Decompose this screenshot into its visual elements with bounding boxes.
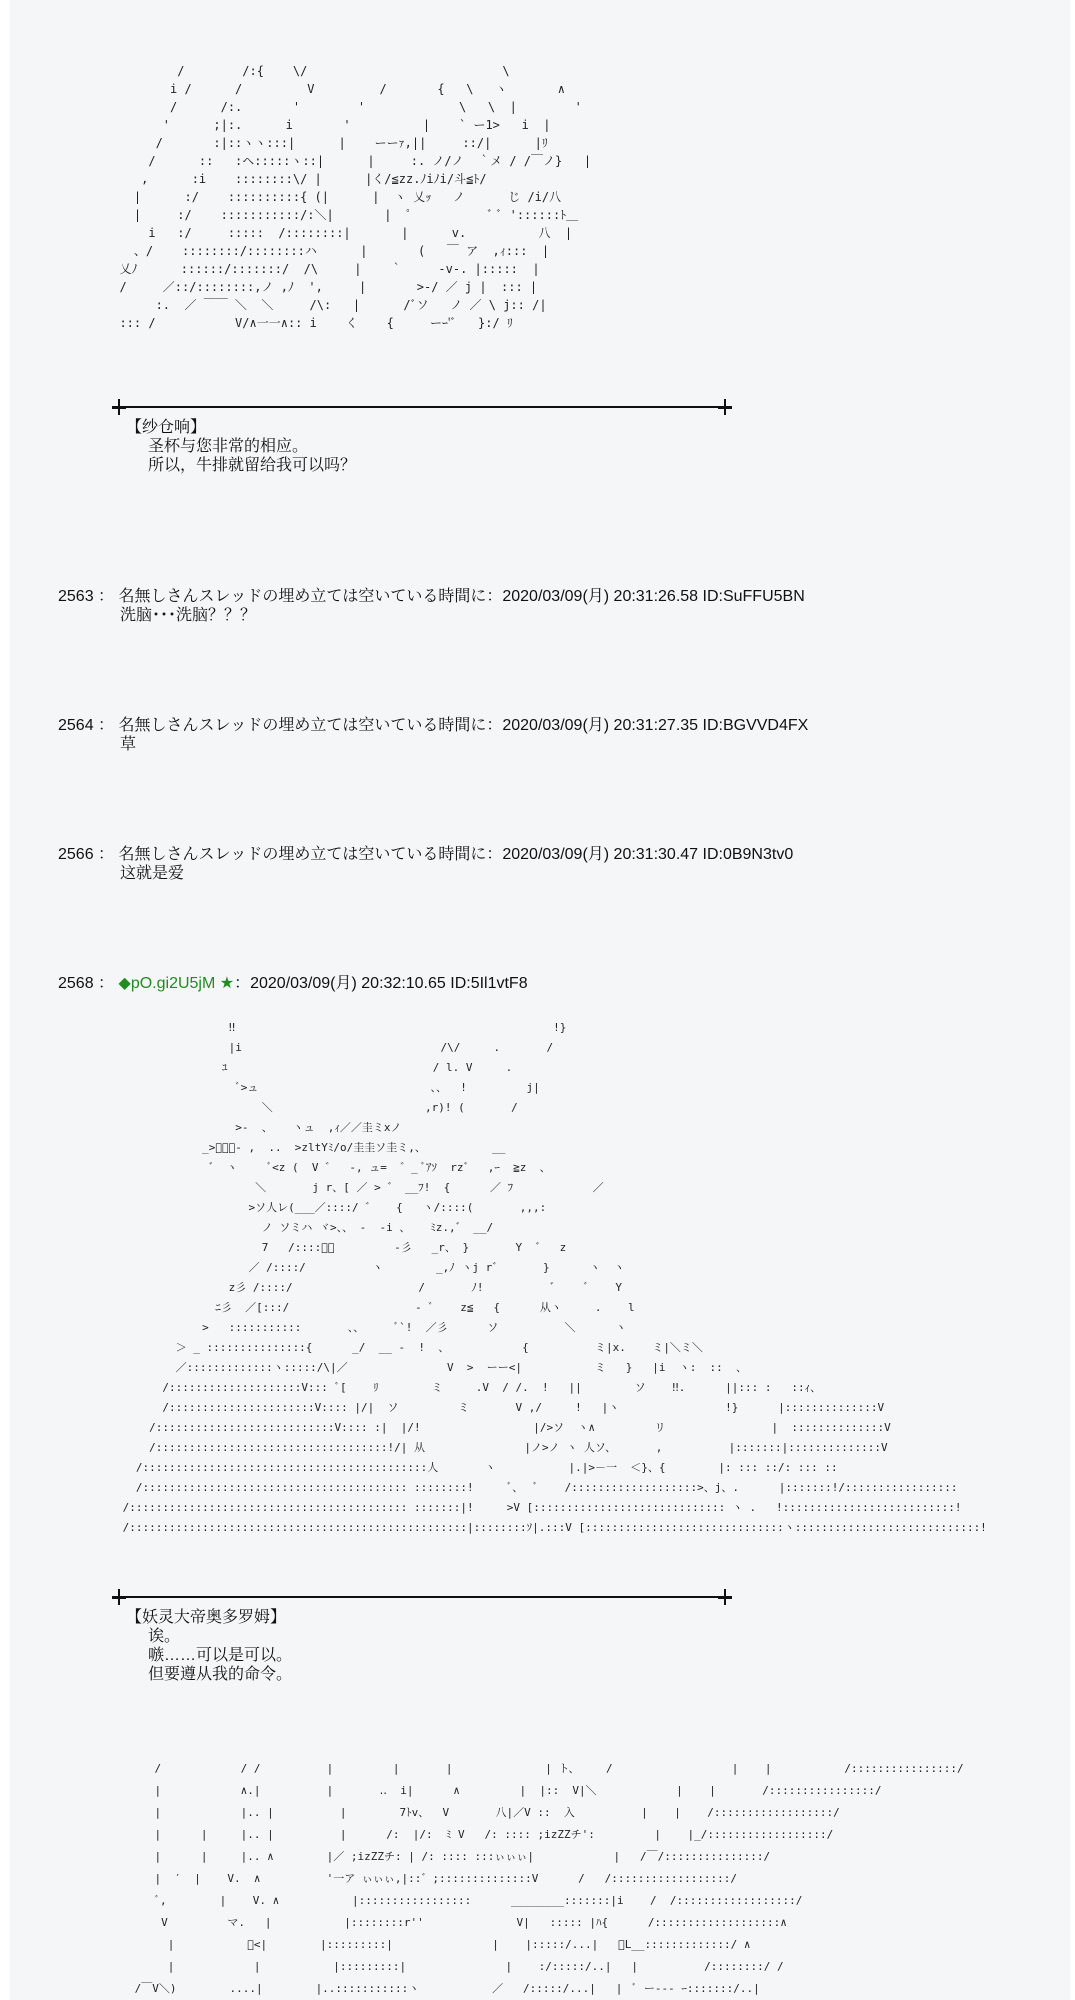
post-date: ：2020/03/09(月) 20:31:27.35 ID:BGVVD4FX <box>486 717 809 734</box>
post-body: 草 <box>120 736 137 753</box>
post-number[interactable]: 2568 <box>58 975 94 992</box>
speaker-name: 【纱仓响】 <box>126 419 207 436</box>
post-date: ：2020/03/09(月) 20:31:26.58 ID:SuFFU5BN <box>486 588 805 605</box>
ascii-art-1: / /:{ \/ \ i / / V / { \ ヽ ∧ / /:. ' ' \ \ | ' ' ;|:. i ' | ` ー1> i | / :|::ヽヽ:::| | ーーｧ,|| ::/| |ﾘ / :: :ヘ:::::ヽ::| | :. ノ/ノ ｀メ / /￣ノ} | , :i ::::::::\/ | |く/≦zz.ﾉiﾉi/斗≦ﾄ/ | :/ ::::::::::{ (| | ヽ 乂ｯ ノ じ /i/八 | :/ :::::::::::/:＼| | ﾟ ﾞ ﾞ '::::::ﾄ＿ i :/ ::::: /::::::::| | v. 八 | 、/ ::::::::/::::::::ハ | ( ￣ ア ,ｨ::: | 乂ﾉ ::::::/:::::::/ /\ | ｀ -v-. |::::: | / ／::/::::::::,ノ ,ﾉ ', | >-/ ／ j | ::: | :. ／ ￣￣ ＼ ＼ /\: | /ﾞソ ノ ／ \ j:: /| ::: / V/∧一一∧:: i く { ーｰ'ﾞ }:/ ﾘ <box>119 64 592 330</box>
post-separator: ： <box>98 975 115 992</box>
post-2564 <box>58 716 808 754</box>
post-author: 名無しさんスレッドの埋め立ては空いている時間に <box>118 846 487 863</box>
post-separator: ： <box>98 588 115 605</box>
post-body: 这就是爱 <box>120 865 185 882</box>
ascii-art-2: ‼ !} |i /\/ . / ﾕ / l. V . ﾞ>ュ 、、 ! j| ＼ ,r)! ( / >- 、 ヽュ ,ｨ／／圭ミxノ _>ﾞ゛ー- , .. >zltYﾐ/o/圭圭ソ圭ミ,、 __ ゛ ヽ ﾞ<z ( V ゛ -, ュ= ゛_ ﾞｱｿ rz゛ ,ｰ ≧z 、 ＼ j r、[ ／ > ゛ __ﾌ! { ／ ﾌ ／ >ソ人レ(___／::::/ ゛ { ヽ/::::( ,,,: ノ ソミハ ヾ>、、 ‐ -i 、 ﾐz.,゛ __/ 7 /::::ﾞ、 -彡 _r、 } Y ゛ z ／ /::::/ ヽ _,ﾉ ヽj r゛ } ヽ ヽ z彡 /::::/ / ﾉ! ゛ ﾞ Y ﾆ彡 ／[:::/ - ﾞ z≦ { 从ヽ . l > ::::::::::: 、、 ﾞ`! ／彡 ソ ＼ ヽ ＞ _ :::::::::::::::{ _/ __ - ! 、 { ミ|x. ミ|＼ミ＼ ／:::::::::::::ヽ:::::/\|／ V > ーー<| ミ } |i ヽ: :: 、 /::::::::::::::::::::V::: ﾞ[ ﾘ ミ .V / /. ! || ソ ‼. ||::: : ::ｨ、 /::::::::::::::::::::::V:::: |/| ソ ミ V ,/ ! |ヽ !} |::::::::::::::V /:::::::::::::::::::::::::::V:::: :| |/! |/>ソ ヽ∧ リ | ::::::::::::::V /:::::::::::::::::::::::::::::::::::!/| 从 |ノ>ノ ヽ 人ソ、 , |:::::::|::::::::::::::V /:::::::::::::::::::::::::::::::::::::::::::人 ヽ |.|>－一 ＜}、{ |: ::: ::/: ::: :: /:::::::::::::::::::::::::::::::::::::::: ::::::::! ﾞ、 ﾞ /:::::::::::::::::::>、j、. |:::::::!/::::::::::::::::: /:::::::::::::::::::::::::::::::::::::::::: :::::::|! >V [::::::::::::::::::::::::::::: ヽ . !::::::::::::::::::::::::::! /:::::::::::::::::::::::::::::::::::::::::::::::::::|::::::::ｿ|.:::V [::::::::::::::::::::::::::::::ヽ::::::::::::::::::::::::::::! <box>122 1021 987 1534</box>
dialog-line: 诶。 <box>148 1628 181 1645</box>
post-number[interactable]: 2564 <box>58 717 94 734</box>
speaker-name: 【妖灵大帝奥多罗姆】 <box>126 1609 287 1626</box>
post-2563 <box>58 587 805 625</box>
dialog-line: 嗾……可以是可以。 <box>148 1647 293 1664</box>
post-2566 <box>58 845 793 883</box>
dialog-line: 所以，牛排就留给我可以吗？ <box>148 457 357 474</box>
divider-1 <box>112 406 732 408</box>
post-author: 名無しさんスレッドの埋め立ては空いている時間に <box>118 717 487 734</box>
post-author: 名無しさんスレッドの埋め立ては空いている時間に <box>118 588 487 605</box>
divider-2 <box>112 1596 732 1598</box>
post-separator: ： <box>98 717 115 734</box>
dialog-line: 圣杯与您非常的相应。 <box>148 438 309 455</box>
dialog-line: 但要遵从我的命令。 <box>148 1666 293 1683</box>
thread-page <box>10 0 1070 2000</box>
post-number[interactable]: 2563 <box>58 588 94 605</box>
post-body: 洗脑･･･洗脑？？？ <box>120 607 257 624</box>
post-separator: ： <box>98 846 115 863</box>
dialog-1 <box>126 418 356 475</box>
post-number[interactable]: 2566 <box>58 846 94 863</box>
ascii-art-3: / / / | | | | ト、 / | | /::::::::::::::::/ | ∧.| | ‥ i| ∧ | |:: V|＼ | | /::::::::::::::::/ | |.. | | 7ﾄv、 V 八|／V :: 入 | | /::::::::::::::::::/ | | |.. | | /: |/: ﾐ V /: :::: ;izZZチ': | |_/::::::::::::::::::/ | | |.. ∧ |／ ;izZZチ: | /: :::: :::ぃぃぃ| | /￣/:::::::::::::::/ | ′ | V. ∧ '一ア ぃぃぃ,|::゛;::::::::::::::V / /::::::::::::::::::/ ﾞ, | V. ∧ |::::::::::::::::: ________:::::::|i / /::::::::::::::::::/ V マ. | |::::::::r'' V| ::::: |ﾊ{ /:::::::::::::::::::∧ | ﾞ<| |:::::::::| | |:::::/...| ＼L__:::::::::::::/ ∧ | | |:::::::::| | :/:::::/..| | /::::::::/ / /￣V＼) ....| |..:::::::::::ヽ ／ /:::::/...| | ﾞ ー‐‐‐ ｰ:::::::/..| <box>134 1762 964 1995</box>
post-trip: ◆pO.gi2U5jM ★ <box>118 975 235 992</box>
post-date: ：2020/03/09(月) 20:31:30.47 ID:0B9N3tv0 <box>486 846 794 863</box>
post-2568 <box>58 974 528 993</box>
post-date: ：2020/03/09(月) 20:32:10.65 ID:5Il1vtF8 <box>234 975 528 992</box>
dialog-2 <box>126 1608 292 1684</box>
